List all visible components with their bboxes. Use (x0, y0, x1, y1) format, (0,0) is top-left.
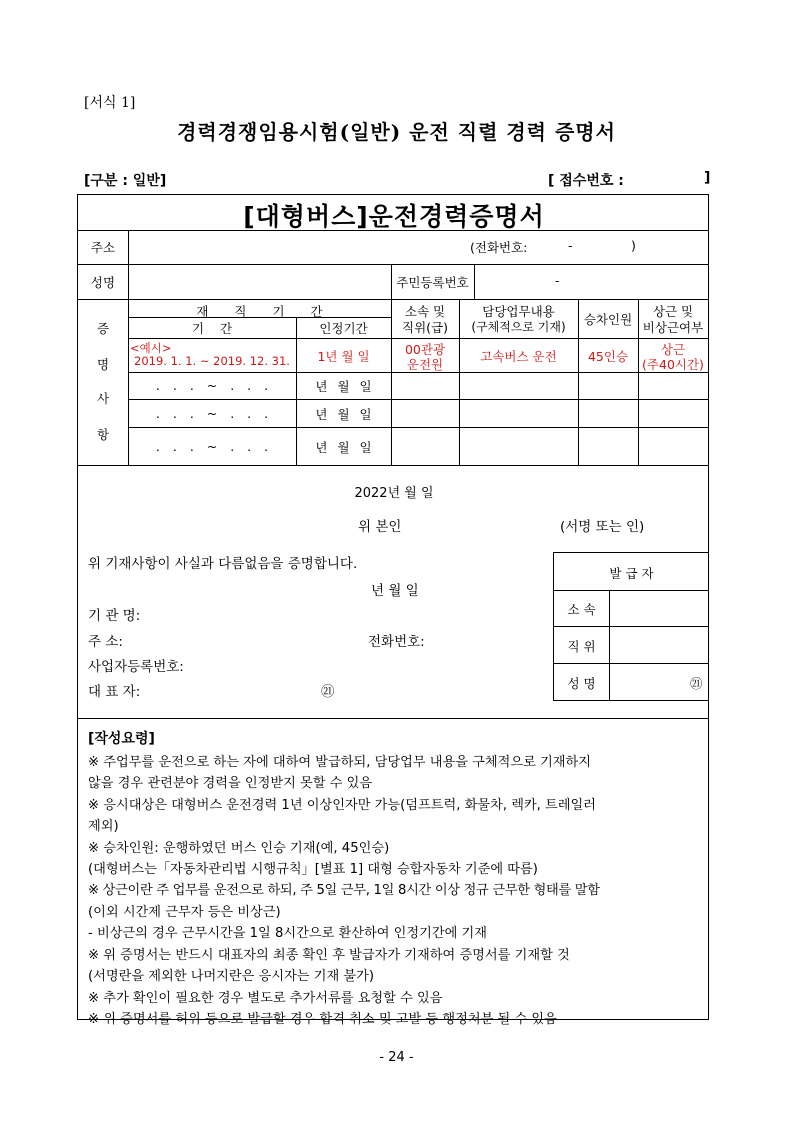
ceo-label: 대 표 자: (88, 684, 141, 700)
business-number-label: 사업자등록번호: (88, 659, 184, 675)
guide-line: ※ 응시대상은 대형버스 운전경력 1년 이상인자만 가능(덤프트럭, 화물차, 렉카, 트레일러 (88, 798, 597, 813)
receipt-number-label: [ 접수번호 : (548, 173, 624, 189)
side-char: 증 (96, 321, 110, 336)
example-tag: <예시> (130, 341, 172, 355)
header-duty-2: (구체적으로 기재) (471, 320, 566, 334)
side-char: 명 (96, 357, 110, 372)
guide-line: ※ 위 증명서는 반드시 대표자의 최종 확인 후 발급자가 기재하여 증명서를 기재할 것 (88, 948, 570, 963)
guide-line: 않을 경우 관련분야 경력을 인정받지 못할 수 있음 (88, 776, 373, 791)
example-affiliation-2: 운전원 (406, 357, 444, 372)
sign-label: (서명 또는 인) (560, 519, 645, 535)
certificate-form (77, 194, 709, 1027)
issuer-box (553, 552, 708, 701)
form-label: [서식 1] (84, 95, 136, 111)
rrn-dash: - (555, 273, 560, 288)
issuer-seal: ㉑ (690, 676, 703, 691)
example-affiliation-1: 00관광 (404, 342, 446, 357)
category-label: [구분 : 일반] (84, 173, 167, 189)
document-title: 경력경쟁임용시험(일반) 운전 직렬 경력 증명서 (177, 120, 616, 144)
certificate-title: [대형버스]운전경력증명서 (243, 202, 545, 231)
org-name-label: 기 관 명: (88, 608, 141, 624)
phone-label: (전화번호: (470, 240, 528, 255)
receipt-number-close: ] (704, 170, 711, 186)
date-line: 2022년 월 일 (354, 486, 434, 501)
phone-dash: - (568, 238, 573, 253)
page-number: - 24 - (379, 1050, 414, 1065)
ceo-seal: ㉑ (321, 684, 335, 700)
issue-date: 년 월 일 (371, 583, 419, 599)
blank-period[interactable]: . . . ~ . . . (155, 439, 269, 454)
blank-period[interactable]: . . . ~ . . . (155, 406, 269, 421)
guide-line: ※ 상근이란 주 업무를 운전으로 하되, 주 5일 근무, 1일 8시간 이상 정규 근무한 형태를 말함 (88, 883, 600, 898)
org-address-label: 주 소: (88, 634, 123, 650)
address-label: 주소 (90, 240, 116, 255)
header-passengers: 승차인원 (583, 312, 633, 327)
guide-line: ※ 추가 확인이 필요한 경우 별도로 추가서류를 요청할 수 있음 (88, 991, 443, 1006)
guide-line: - 비상근의 경우 근무시간을 1일 8시간으로 환산하여 인정기간에 기재 (88, 926, 488, 941)
issuer-name-label: 성 명 (567, 676, 596, 691)
phone-close: ) (631, 238, 636, 253)
header-tenure: 재 직 기 간 (196, 304, 323, 319)
certify-text: 위 기재사항이 사실과 다름없음을 증명합니다. (88, 556, 358, 572)
example-period: 2019. 1. 1. ~ 2019. 12. 31. (134, 354, 290, 368)
guide-line: (서명란을 제외한 나머지란은 응시자는 기재 불가) (88, 969, 375, 984)
example-fulltime-1: 상근 (660, 342, 686, 357)
blank-recognized[interactable]: 년 월 일 (315, 440, 372, 455)
example-recognized: 1년 월 일 (317, 349, 370, 364)
guide-line: 제외) (88, 819, 119, 834)
issuer-title: 발 급 자 (609, 566, 654, 581)
guide-line: (대형버스는「자동차관리법 시행규칙」[별표 1] 대형 승합자동차 기준에 따름) (88, 862, 538, 877)
header-duty-1: 담당업무내용 (482, 304, 555, 319)
self-label: 위 본인 (358, 519, 402, 535)
header-period: 기 간 (191, 321, 233, 336)
header-affiliation-2: 직위(급) (402, 320, 448, 335)
guide-line: (이외 시간제 근무자 등은 비상근) (88, 905, 281, 920)
side-char: 항 (96, 427, 110, 442)
rrn-label: 주민등록번호 (396, 275, 469, 290)
guide-title: [작성요령] (88, 731, 155, 747)
header-affiliation-1: 소속 및 (404, 304, 446, 319)
example-duty: 고속버스 운전 (480, 349, 557, 364)
side-char: 사 (96, 391, 110, 406)
blank-period[interactable]: . . . ~ . . . (155, 378, 269, 393)
guide-line: ※ 승차인원: 운행하였던 버스 인승 기재(예, 45인승) (88, 841, 390, 856)
name-label: 성명 (90, 275, 116, 290)
example-passengers: 45인승 (587, 349, 629, 364)
issuer-affiliation-label: 소 속 (567, 602, 596, 617)
header-fulltime-2: 비상근여부 (642, 320, 704, 335)
header-recognized: 인정기간 (319, 321, 368, 336)
guide-line: ※ 주업무를 운전으로 하는 자에 대하여 발급하되, 담당업무 내용을 구체적으로 기재하지 (88, 755, 592, 770)
blank-recognized[interactable]: 년 월 일 (315, 379, 372, 394)
blank-recognized[interactable]: 년 월 일 (315, 407, 372, 422)
header-fulltime-1: 상근 및 (652, 304, 694, 319)
guide-line: ※ 위 증명서를 허위 등으로 발급할 경우 합격 취소 및 고발 등 행정처분 될 수 있음 (88, 1012, 557, 1027)
org-phone-label: 전화번호: (368, 634, 425, 650)
issuer-position-label: 직 위 (567, 639, 596, 654)
example-fulltime-2: (주40시간) (642, 357, 704, 372)
